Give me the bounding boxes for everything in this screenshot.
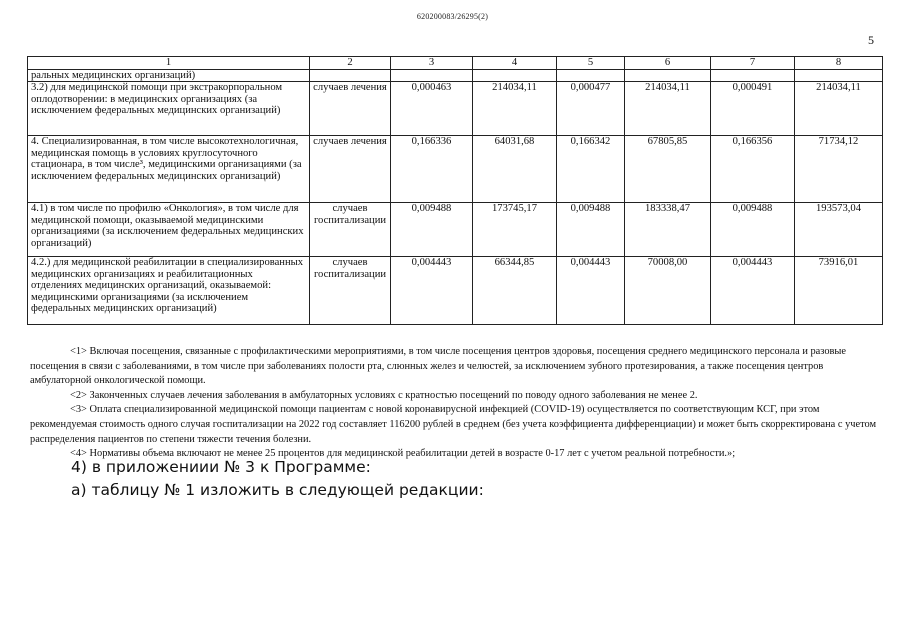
value-cell: 214034,11 xyxy=(473,82,557,136)
column-header: 4 xyxy=(473,57,557,70)
unit-cell: случаев лечения xyxy=(310,136,391,203)
amendment-line: а) таблицу № 1 изложить в следующей редакции: xyxy=(71,481,484,499)
row-name-cell: 4. Специализированная, в том числе высокотехнологичная, медицинская помощь в условиях круглосуточного стационара, в том числе³, медицинскими организациями (за исключением федеральных медицинских организаций) xyxy=(28,136,310,203)
value-cell: 0,009488 xyxy=(557,203,625,257)
value-cell: 193573,04 xyxy=(795,203,883,257)
value-cell: 0,000477 xyxy=(557,82,625,136)
unit-cell: случаев лечения xyxy=(310,82,391,136)
footnotes xyxy=(30,345,880,462)
value-cell: 70008,00 xyxy=(625,257,711,325)
footnote: <3> Оплата специализированной медицинской помощи пациентам с новой коронавирусной инфекцией (COVID-19) осуществляется по соответствующим КСГ, при этом рекомендуемая стоимость одного случая госпитализации на 2022 год составляет 116200 рублей в среднем (без учета коэффициента дифференциации) и может быть скорректирована с учетом распределения пациентов по степени тяжести течения болезни. xyxy=(30,404,877,445)
value-cell: 66344,85 xyxy=(473,257,557,325)
table-row xyxy=(28,82,883,136)
value-cell: 0,009488 xyxy=(711,203,795,257)
value-cell: 71734,12 xyxy=(795,136,883,203)
value-cell: 214034,11 xyxy=(795,82,883,136)
value-cell: 0,000491 xyxy=(711,82,795,136)
footnote: <4> Нормативы объема включают не менее 25 процентов для медицинской реабилитации детей в возрасте 0-17 лет с учетом реальной потребности.»; xyxy=(70,448,736,460)
column-header: 5 xyxy=(557,57,625,70)
unit-cell: случаев госпитализации xyxy=(310,257,391,325)
page-number: 5 xyxy=(868,33,874,47)
value-cell: 64031,68 xyxy=(473,136,557,203)
column-header: 6 xyxy=(625,57,711,70)
amendment-line: 4) в приложениии № 3 к Программе: xyxy=(71,458,371,476)
value-cell: 0,004443 xyxy=(557,257,625,325)
row-name-cell: 4.1) в том числе по профилю «Онкология», в том числе для медицинской помощи, оказываемой медицинскими организациями (за исключением федеральных медицинских организаций) xyxy=(28,203,310,257)
value-cell: 67805,85 xyxy=(625,136,711,203)
value-cell: 0,004443 xyxy=(391,257,473,325)
column-header: 2 xyxy=(310,57,391,70)
value-cell: 0,004443 xyxy=(711,257,795,325)
value-cell: 214034,11 xyxy=(625,82,711,136)
footnote: <1> Включая посещения, связанные с профилактическими мероприятиями, в том числе посещения центров здоровья, посещения среднего медицинского персонала и разовые посещения в связи с заболеваниями, в том числе при заболеваниях полости рта, слюнных желез и челюстей, за исключением зубного протезирования, а также посещения центров амбулаторной онкологической помощи. xyxy=(30,346,847,387)
value-cell: 0,000463 xyxy=(391,82,473,136)
column-header: 8 xyxy=(795,57,883,70)
table-row xyxy=(28,257,883,325)
value-cell: 0,166356 xyxy=(711,136,795,203)
value-cell: 173745,17 xyxy=(473,203,557,257)
table-header-row xyxy=(28,57,883,70)
value-cell: 73916,01 xyxy=(795,257,883,325)
table-row-continuation xyxy=(28,70,883,82)
document-code: 620200083/26295(2) xyxy=(416,12,489,21)
data-table xyxy=(27,56,883,325)
column-header: 1 xyxy=(28,57,310,70)
value-cell: 0,009488 xyxy=(391,203,473,257)
value-cell: 0,166342 xyxy=(557,136,625,203)
row-name-cell: 3.2) для медицинской помощи при экстракорпоральном оплодотворении: в медицинских организациях (за исключением федеральных медицинских организаций) xyxy=(28,82,310,136)
row-name-cell: 4.2.) для медицинской реабилитации в специализированных медицинских организациях и реабилитационных отделениях медицинских организаций, оказываемой: медицинскими организациями (за исключением федеральных медицинских организаций) xyxy=(28,257,310,325)
column-header: 7 xyxy=(711,57,795,70)
column-header: 3 xyxy=(391,57,473,70)
table-row xyxy=(28,203,883,257)
table-row xyxy=(28,136,883,203)
row-name-cell: ральных медицинских организаций) xyxy=(28,70,310,82)
value-cell: 0,166336 xyxy=(391,136,473,203)
unit-cell: случаев госпитализации xyxy=(310,203,391,257)
value-cell: 183338,47 xyxy=(625,203,711,257)
footnote: <2> Законченных случаев лечения заболевания в амбулаторных условиях с кратностью посещений по поводу одного заболевания не менее 2. xyxy=(70,389,698,401)
